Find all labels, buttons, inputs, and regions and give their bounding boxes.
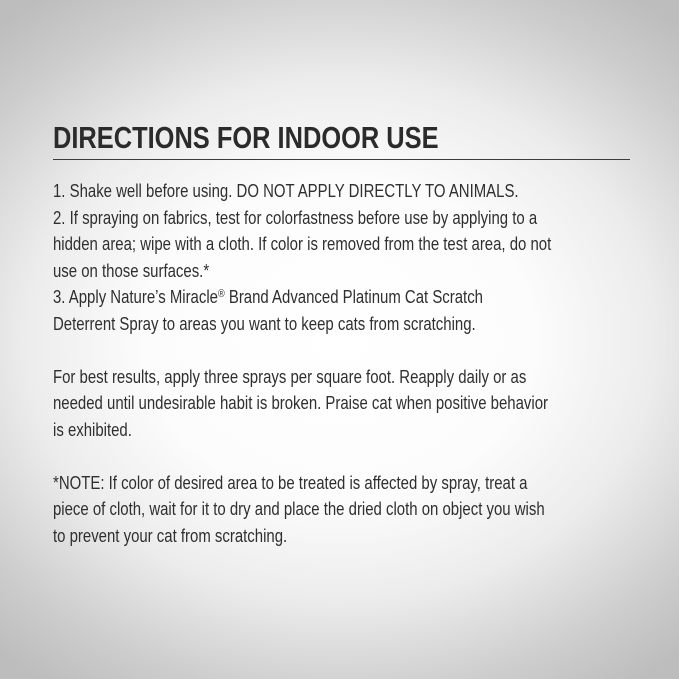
step-3-line-1 bbox=[53, 284, 626, 311]
best-results-line-1: For best results, apply three sprays per square foot. Reapply daily or as bbox=[53, 366, 527, 387]
steps-list bbox=[53, 178, 626, 337]
step-1: 1. Shake well before using. DO NOT APPLY DIRECTLY TO ANIMALS. bbox=[53, 181, 519, 201]
note-line-2: piece of cloth, wait for it to dry and place the dried cloth on object you wish bbox=[53, 499, 545, 519]
paragraph-gap bbox=[53, 337, 626, 364]
note-line-3: to prevent your cat from scratching. bbox=[53, 525, 288, 546]
best-results-paragraph bbox=[53, 364, 626, 444]
step-2-line-3: use on those surfaces.* bbox=[53, 260, 210, 281]
best-results-line-2: needed until undesirable habit is broken. Praise cat when positive behavior bbox=[53, 393, 548, 413]
note-line-1: *NOTE: If color of desired area to be treated is affected by spray, treat a bbox=[53, 472, 528, 493]
paragraph-gap bbox=[53, 443, 626, 470]
step-3-line-2: Deterrent Spray to areas you want to keep cats from scratching. bbox=[53, 313, 476, 334]
best-results-line-3: is exhibited. bbox=[53, 419, 132, 440]
note-paragraph bbox=[53, 470, 626, 550]
directions-body bbox=[53, 178, 626, 549]
page-title: DIRECTIONS FOR INDOOR USE bbox=[53, 120, 439, 155]
step-2-line-1: 2. If spraying on fabrics, test for colorfastness before use by applying to a bbox=[53, 207, 538, 228]
step-3-text-end: Brand Advanced Platinum Cat Scratch bbox=[224, 287, 483, 307]
registered-mark: ® bbox=[217, 288, 225, 300]
step-3-text-start: 3. Apply Nature’s Miracle bbox=[53, 287, 218, 307]
step-2-line-2: hidden area; wipe with a cloth. If color is removed from the test area, do not bbox=[53, 234, 552, 254]
title-divider bbox=[53, 159, 630, 160]
